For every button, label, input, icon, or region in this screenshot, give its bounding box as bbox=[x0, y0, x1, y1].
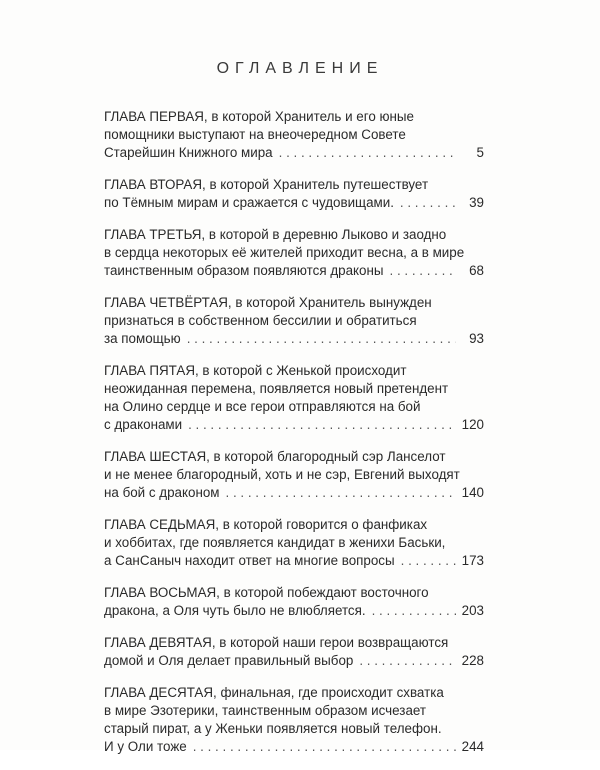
toc-entry-line: в мире Эзотерики, таинственным образом исчезает bbox=[104, 703, 427, 718]
toc-entry[interactable] bbox=[104, 226, 484, 280]
dot-leader bbox=[188, 416, 456, 434]
toc-entry-line: и не менее благородный, хоть и не сэр, Евгений выходят bbox=[104, 467, 460, 482]
toc-entry[interactable] bbox=[104, 634, 484, 670]
toc-entry-line: ГЛАВА ШЕСТАЯ, в которой благородный сэр Ланселот bbox=[104, 449, 446, 464]
page-number: 173 bbox=[461, 553, 484, 568]
dot-leader bbox=[359, 652, 455, 670]
toc-entry-line: домой и Оля делает правильный выбор bbox=[104, 653, 354, 668]
toc-entry-line: с драконами bbox=[104, 417, 183, 432]
toc-entry-line: И у Оли тоже bbox=[104, 739, 187, 754]
toc-entry-last-line bbox=[104, 602, 484, 620]
page-number: 244 bbox=[461, 739, 484, 754]
toc-entry-last-line bbox=[104, 738, 484, 756]
page-number: 140 bbox=[461, 485, 484, 500]
page-number: 68 bbox=[469, 263, 484, 278]
toc-entry[interactable] bbox=[104, 584, 484, 620]
dot-leader bbox=[187, 330, 456, 348]
toc-entry[interactable] bbox=[104, 362, 484, 434]
toc-entry-line: на Олино сердце и все герои отправляются на бой bbox=[104, 399, 421, 414]
toc-entry-line: а СанСаныч находит ответ на многие вопросы bbox=[104, 553, 395, 568]
table-of-contents bbox=[104, 108, 484, 770]
toc-entry[interactable] bbox=[104, 108, 484, 162]
toc-entry-line: таинственным образом появляются драконы bbox=[104, 263, 384, 278]
toc-entry-line: ГЛАВА ВОСЬМАЯ, в которой побеждают восточного bbox=[104, 585, 429, 600]
toc-entry-line: ГЛАВА ЧЕТВЁРТАЯ, в которой Хранитель вынужден bbox=[104, 295, 432, 310]
dot-leader bbox=[390, 262, 456, 280]
dot-leader bbox=[226, 484, 456, 502]
toc-entry-last-line bbox=[104, 416, 484, 434]
dot-leader bbox=[400, 194, 456, 212]
toc-entry-last-line bbox=[104, 144, 484, 162]
page-number: 5 bbox=[476, 145, 484, 160]
page-number: 228 bbox=[461, 653, 484, 668]
page-number: 93 bbox=[469, 331, 484, 346]
toc-entry-line: по Тёмным мирам и сражается с чудовищами. bbox=[104, 195, 394, 210]
toc-entry-last-line bbox=[104, 262, 484, 280]
toc-entry-line: ГЛАВА СЕДЬМАЯ, в которой говорится о фанфиках bbox=[104, 517, 428, 532]
toc-entry[interactable] bbox=[104, 684, 484, 756]
toc-entry-last-line bbox=[104, 194, 484, 212]
toc-entry-line: ГЛАВА ТРЕТЬЯ, в которой в деревню Лыково и заодно bbox=[104, 227, 447, 242]
dot-leader bbox=[193, 738, 456, 756]
toc-entry[interactable] bbox=[104, 516, 484, 570]
page-number: 120 bbox=[461, 417, 484, 432]
page-number: 39 bbox=[469, 195, 484, 210]
toc-entry-line: за помощью bbox=[104, 331, 181, 346]
dot-leader bbox=[279, 144, 456, 162]
toc-entry-line: ГЛАВА ДЕСЯТАЯ, финальная, где происходит схватка bbox=[104, 685, 444, 700]
toc-entry-line: неожиданная перемена, появляется новый претендент bbox=[104, 381, 449, 396]
dot-leader bbox=[372, 602, 456, 620]
toc-entry-line: старый пират, а у Женьки появляется новый телефон. bbox=[104, 721, 442, 736]
toc-entry-line: ГЛАВА ПЕРВАЯ, в которой Хранитель и его юные bbox=[104, 109, 415, 124]
page-title: ОГЛАВЛЕНИЕ bbox=[216, 60, 384, 77]
toc-entry-line: ГЛАВА ПЯТАЯ, в которой с Женькой происходит bbox=[104, 363, 407, 378]
toc-entry-last-line bbox=[104, 552, 484, 570]
toc-entry-line: на бой с драконом bbox=[104, 485, 220, 500]
toc-entry-line: и хоббитах, где появляется кандидат в женихи Баськи, bbox=[104, 535, 446, 550]
toc-entry-line: помощники выступают на внеочередном Совете bbox=[104, 127, 406, 142]
toc-entry-last-line bbox=[104, 652, 484, 670]
toc-entry-last-line bbox=[104, 330, 484, 348]
toc-entry-line: Старейшин Книжного мира bbox=[104, 145, 273, 160]
page-number: 203 bbox=[461, 603, 484, 618]
toc-entry-line: ГЛАВА ДЕВЯТАЯ, в которой наши герои возвращаются bbox=[104, 635, 449, 650]
toc-entry-last-line bbox=[104, 484, 484, 502]
toc-entry[interactable] bbox=[104, 176, 484, 212]
toc-entry-line: ГЛАВА ВТОРАЯ, в которой Хранитель путешествует bbox=[104, 177, 429, 192]
toc-entry[interactable] bbox=[104, 294, 484, 348]
dot-leader bbox=[401, 552, 456, 570]
toc-entry-line: в сердца некоторых её жителей приходит весна, а в мире bbox=[104, 245, 465, 260]
toc-entry[interactable] bbox=[104, 448, 484, 502]
toc-entry-line: признаться в собственном бессилии и обратиться bbox=[104, 313, 417, 328]
toc-entry-line: дракона, а Оля чуть было не влюбляется. bbox=[104, 603, 366, 618]
